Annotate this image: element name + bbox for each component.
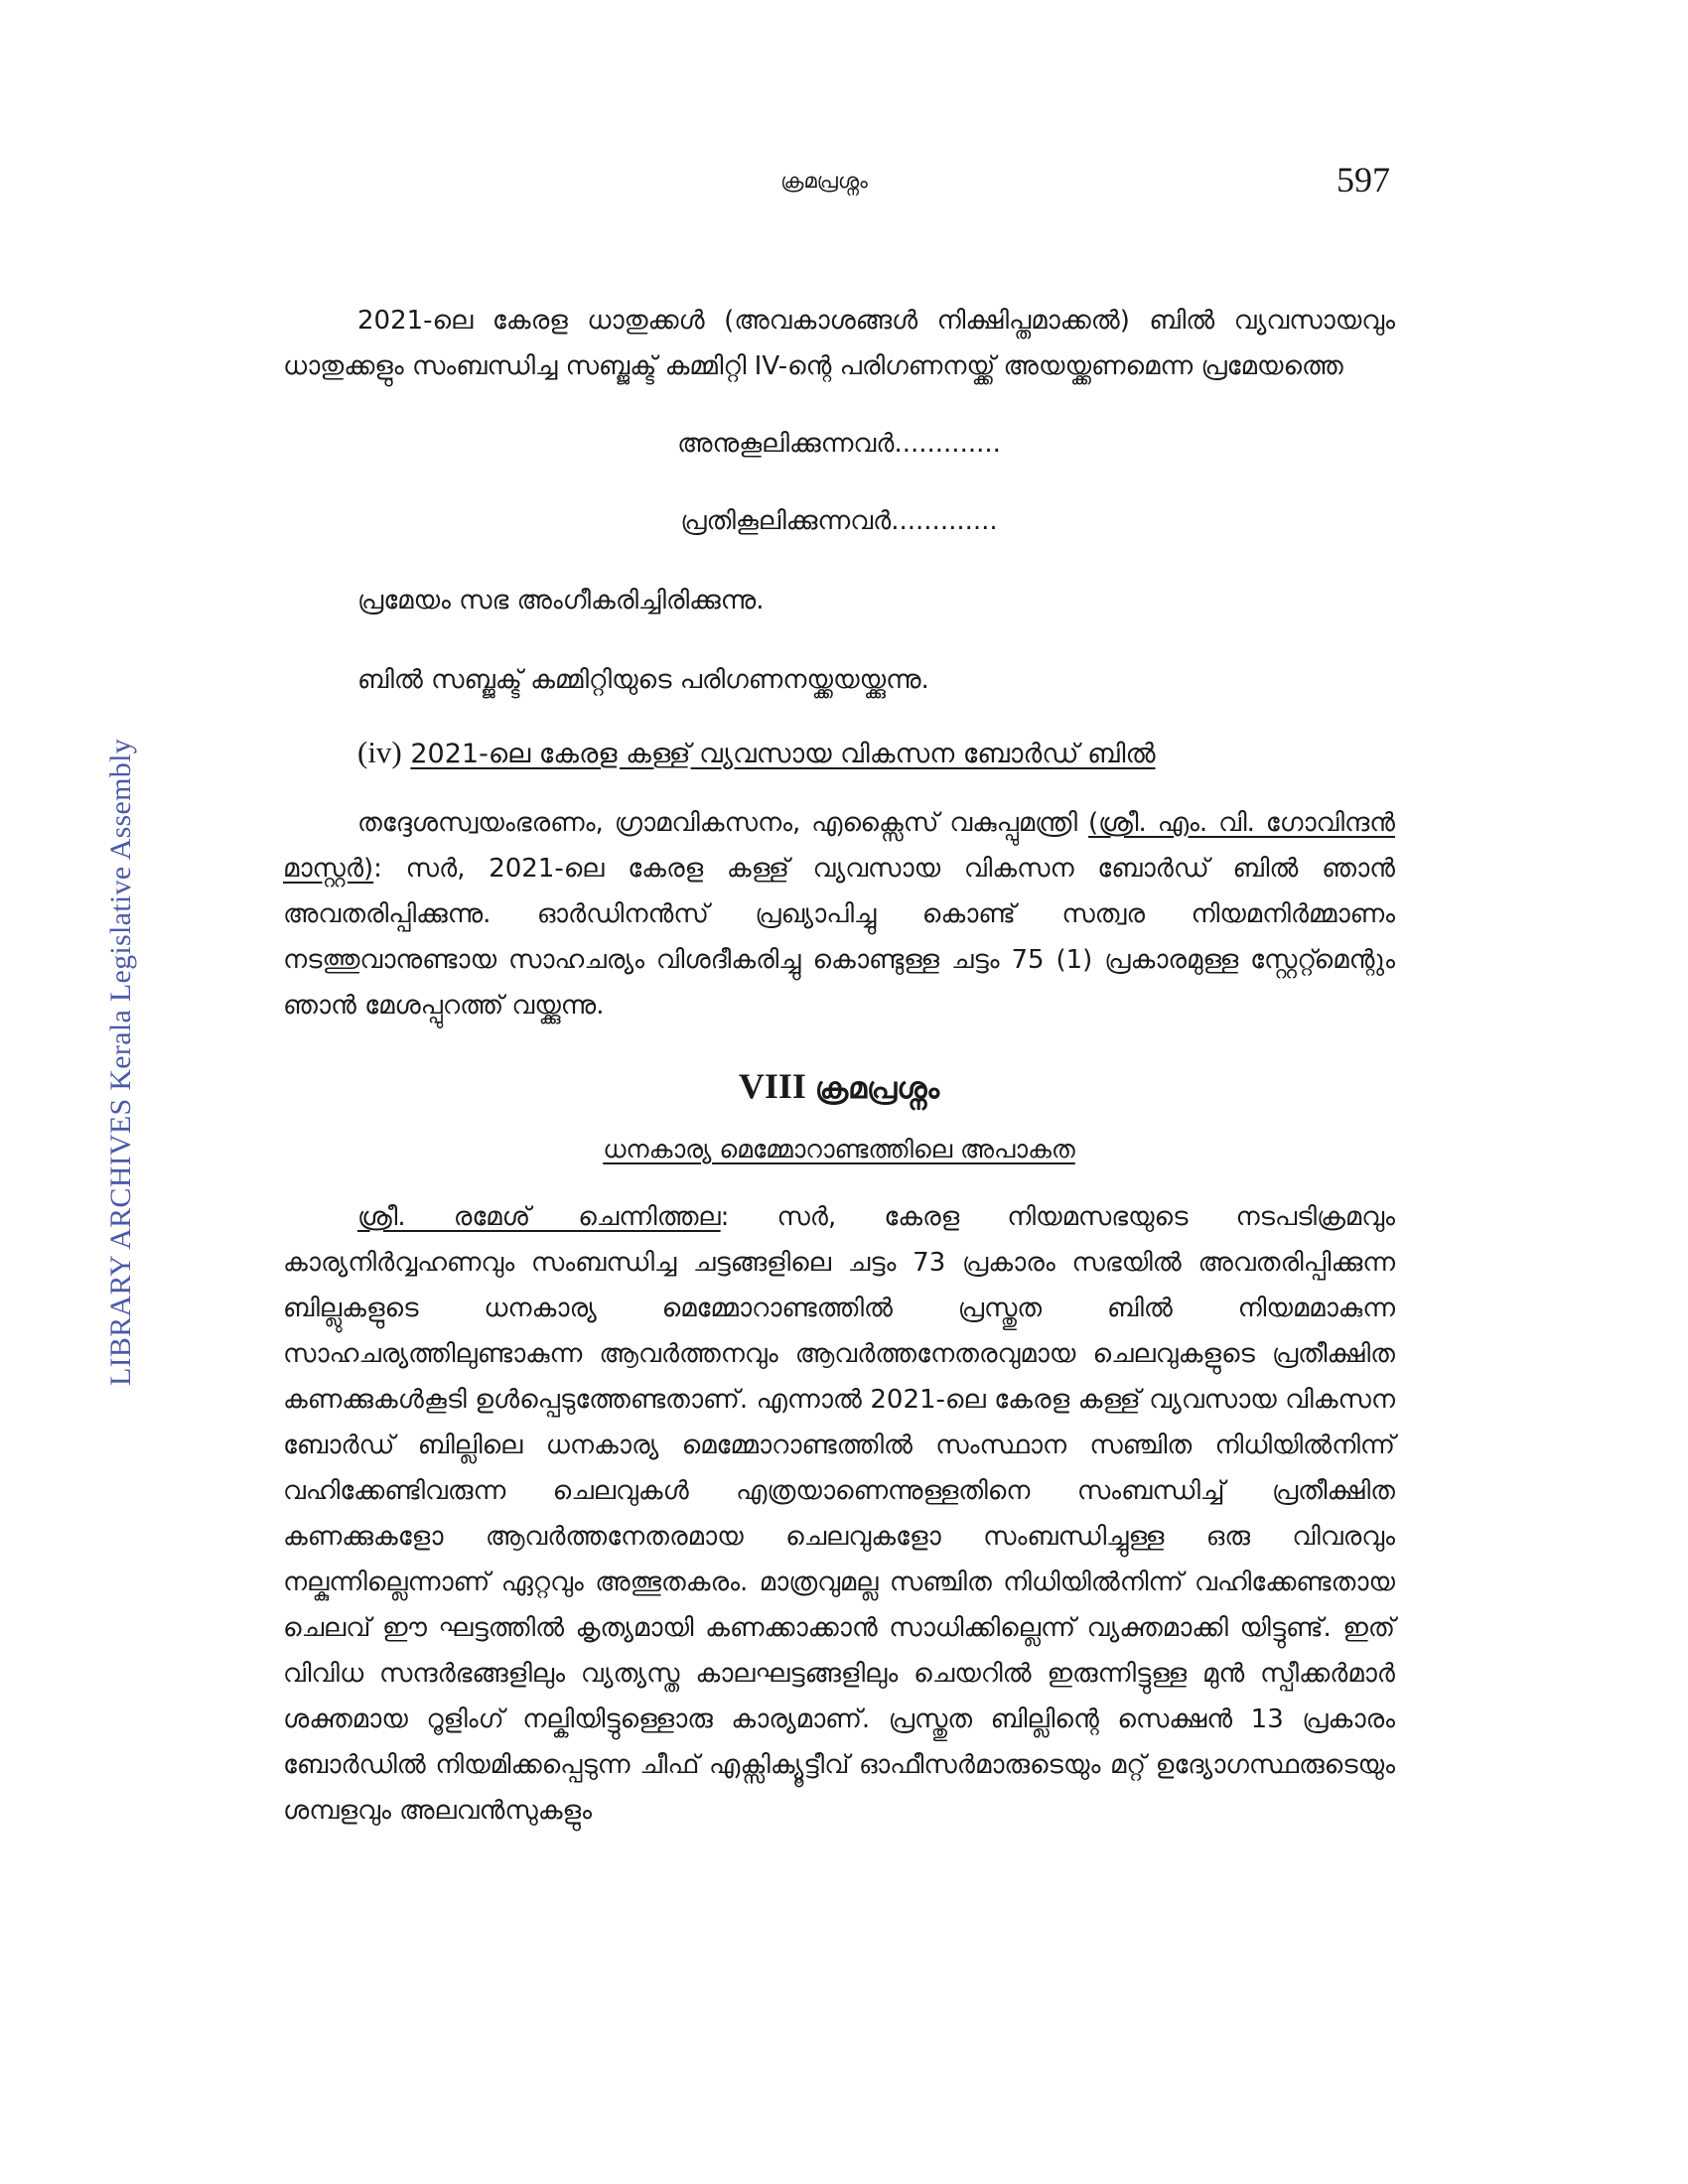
- vote-for-line: അനുകൂലിക്കുന്നവർ.............: [677, 429, 1001, 459]
- page-number: 597: [1336, 160, 1390, 200]
- agenda-item-number: (iv): [357, 735, 402, 769]
- speaker-speech: : സർ, കേരള നിയമസഭയുടെ നടപടിക്രമവും കാര്യനിർവ്വഹണവും സംബന്ധിച്ച ചട്ടങ്ങളിലെ ചട്ടം 73 പ്രകാരം സഭയിൽ അവതരിപ്പിക്കുന്ന ബില്ലുകളുടെ ധനകാര്യ മെമ്മോറാണ്ടത്തിൽ പ്രസ്തുത ബിൽ നിയമമാകുന്ന സാഹചര്യത്തിലുണ്ടാകുന്ന ആവർത്തനവും ആവർത്തനേതരവുമായ ചെലവുകളുടെ പ്രതീക്ഷിത കണക്കുകൾകൂടി ഉൾപ്പെടുത്തേണ്ടതാണ്. എന്നാൽ 2021-ലെ കേരള കള്ള് വ്യവസായ വികസന ബോർഡ് ബില്ലിലെ ധനകാര്യ മെമ്മോറാണ്ടത്തിൽ സംസ്ഥാന സഞ്ചിത നിധിയിൽനിന്ന് വഹിക്കേണ്ടിവരുന്ന ചെലവുകൾ എത്രയാണെന്നുള്ളതിനെ സംബന്ധിച്ച് പ്രതീക്ഷിത കണക്കുകളോ ആവർത്തനേതരമായ ചെലവുകളോ സംബന്ധിച്ചുള്ള ഒരു വിവരവും നല്കുന്നില്ലെന്നാണ് ഏറ്റവും അത്ഭുതകരം. മാത്രവുമല്ല സഞ്ചിത നിധിയിൽനിന്ന് വഹിക്കേണ്ടതായ ചെലവ് ഈ ഘട്ടത്തിൽ കൃത്യമായി കണക്കാക്കാൻ സാധിക്കില്ലെന്ന് വ്യക്തമാക്കി യിട്ടുണ്ട്. ഇത് വിവിധ സന്ദർഭങ്ങളിലും വ്യത്യസ്ത കാലഘട്ടങ്ങളിലും ചെയറിൽ ഇരുന്നിട്ടുള്ള മുൻ സ്പീക്കർമാർ ശക്തമായ റൂളിംഗ് നല്കിയിട്ടുള്ളൊരു കാര്യമാണ്. പ്രസ്തുത ബില്ലിന്റെ സെക്ഷൻ 13 പ്രകാരം ബോർഡിൽ നിയമിക്കപ്പെടുന്ന ചീഫ് എക്സിക്യൂട്ടീവ് ഓഫീസർമാരുടെയും മറ്റ് ഉദ്യോഗസ്ഥരുടെയും ശമ്പളവും അലവൻസുകളും: [283, 1202, 1395, 1826]
- subsection-heading: [283, 1127, 1395, 1172]
- minister-name: (ശ്രീ. എം. വി. ഗോവിന്ദൻ മാസ്റ്റർ): [283, 808, 1395, 884]
- speaker-name: ശ്രീ. രമേശ് ചെന്നിത്തല: [357, 1202, 721, 1232]
- page-body: [283, 298, 1395, 1834]
- resolution-adopted-line: പ്രമേയം സഭ അംഗീകരിച്ചിരിക്കുന്നു.: [357, 586, 765, 615]
- subsection-title: ധനകാര്യ മെമ്മോറാണ്ടത്തിലെ അപാകത: [603, 1135, 1075, 1163]
- bill-referred-line: ബിൽ സബ്ജക്ട് കമ്മിറ്റിയുടെ പരിഗണനയ്ക്കയയ്ക്കുന്നു.: [357, 665, 929, 695]
- vote-against-line: പ്രതികൂലിക്കുന്നവർ.............: [680, 506, 998, 536]
- archive-watermark: LIBRARY ARCHIVES Kerala Legislative Assembly: [104, 738, 137, 1387]
- section-title: ക്രമപ്രശ്നം: [814, 1071, 940, 1106]
- minister-statement: [283, 800, 1395, 1028]
- running-head: ക്രമപ്രശ്നം: [780, 169, 868, 193]
- agenda-item-heading: [283, 729, 1395, 778]
- minister-speech: : സർ, 2021-ലെ കേരള കള്ള് വ്യവസായ വികസന ബോർഡ് ബിൽ ഞാൻ അവതരിപ്പിക്കുന്നു. ഓർഡിനൻസ് പ്രഖ്യാപിച്ചു കൊണ്ട് സത്വര നിയമനിർമ്മാണം നടത്തുവാനുണ്ടായ സാഹചര്യം വിശദീകരിച്ചു കൊണ്ടുള്ള ചട്ടം 75 (1) പ്രകാരമുള്ള സ്റ്റേറ്റ്മെന്റും ഞാൻ മേശപ്പുറത്ത് വയ്ക്കുന്നു.: [283, 854, 1395, 1021]
- motion-paragraph: 2021-ലെ കേരള ധാതുക്കൾ (അവകാശങ്ങൾ നിക്ഷിപ്തമാക്കൽ) ബിൽ വ്യവസായവും ധാതുക്കളും സംബന്ധിച്ച സബ്ജക്ട് കമ്മിറ്റി IV-ന്റെ പരിഗണനയ്ക്ക് അയയ്ക്കണമെന്ന പ്രമേയത്തെ: [283, 306, 1395, 381]
- speaker-statement: [283, 1194, 1395, 1834]
- section-heading: [283, 1058, 1395, 1117]
- minister-designation: തദ്ദേശസ്വയംഭരണം, ഗ്രാമവികസനം, എക്സൈസ് വകുപ്പുമന്ത്രി: [357, 808, 1078, 838]
- section-number: VIII: [738, 1066, 806, 1106]
- agenda-item-title: 2021-ലെ കേരള കള്ള് വ്യവസായ വികസന ബോർഡ് ബിൽ: [410, 739, 1156, 769]
